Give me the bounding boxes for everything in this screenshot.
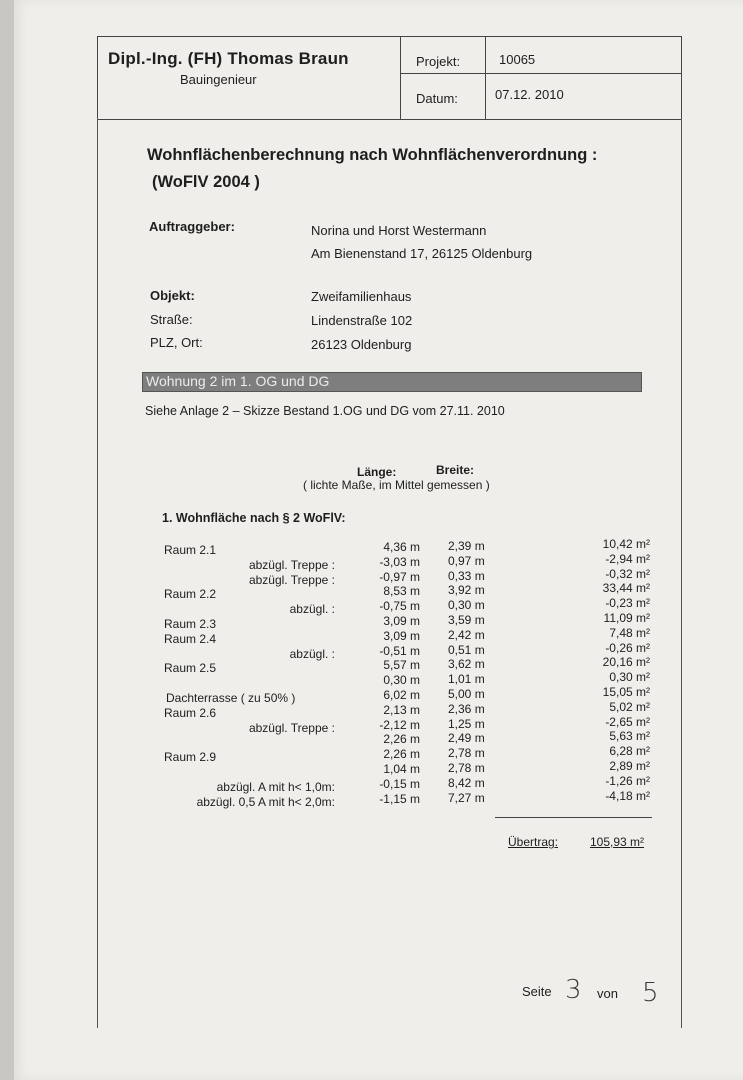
object-value: Zweifamilienhaus — [311, 289, 412, 304]
row-area: -4,18 m² — [605, 789, 650, 803]
page-label: Seite — [522, 984, 552, 999]
project-number: 10065 — [499, 52, 536, 67]
row-area: 33,44 m² — [602, 581, 650, 595]
row-width: 0,97 m — [448, 554, 485, 568]
row-label: Raum 2.6 — [164, 706, 217, 720]
project-label: Projekt: — [416, 54, 461, 69]
page-total-handwritten: 5 — [642, 978, 659, 1008]
date-label: Datum: — [416, 91, 458, 106]
client-name: Norina und Horst Westermann — [311, 223, 487, 238]
row-label: Raum 2.1 — [164, 543, 217, 557]
row-length: 5,57 m — [383, 658, 420, 672]
row-deduction-label: abzügl. Treppe : — [248, 721, 335, 735]
street-value: Lindenstraße 102 — [311, 313, 413, 328]
row-width: 0,33 m — [448, 569, 485, 583]
row-label: Dachterrasse ( zu 50% ) — [166, 691, 296, 705]
row-width: 2,39 m — [448, 539, 485, 553]
row-length: 8,53 m — [383, 584, 420, 598]
section-header-bar — [142, 372, 642, 392]
page-of-label: von — [597, 986, 618, 1001]
row-width: 0,30 m — [448, 598, 485, 612]
row-length: -0,75 m — [379, 599, 420, 613]
row-area: 5,63 m² — [609, 729, 650, 743]
object-label: Objekt: — [150, 288, 195, 303]
row-width: 2,36 m — [448, 702, 485, 716]
row-width: 2,78 m — [448, 761, 485, 775]
row-area: -2,94 m² — [605, 552, 650, 566]
column-note: ( lichte Maße, im Mittel gemessen ) — [303, 478, 490, 492]
row-area: -0,26 m² — [605, 641, 650, 655]
row-label: Raum 2.9 — [164, 750, 217, 764]
row-length: 4,36 m — [383, 540, 420, 554]
row-width: 3,59 m — [448, 613, 485, 627]
row-label: Raum 2.2 — [164, 587, 217, 601]
row-area: 15,05 m² — [602, 685, 650, 699]
row-width: 7,27 m — [448, 791, 485, 805]
row-area: 11,09 m² — [603, 611, 650, 625]
city-value: 26123 Oldenburg — [311, 337, 412, 352]
subsection-heading: 1. Wohnfläche nach § 2 WoFlV: — [162, 511, 346, 525]
row-length: -2,12 m — [379, 718, 420, 732]
row-length: 0,30 m — [383, 673, 420, 687]
section-title: Wohnung 2 im 1. OG und DG — [146, 373, 330, 389]
row-deduction-label: abzügl. : — [289, 602, 335, 616]
document-title: Wohnflächenberechnung nach Wohnflächenverordnung : — [147, 146, 598, 164]
row-width: 2,49 m — [448, 731, 485, 745]
row-width: 3,62 m — [448, 657, 485, 671]
row-length: 2,26 m — [383, 747, 420, 761]
row-deduction-label: abzügl. Treppe : — [248, 573, 335, 587]
row-area: -0,23 m² — [605, 596, 650, 610]
carryover-value: 105,93 m² — [590, 835, 645, 849]
row-deduction-label: abzügl. 0,5 A mit h< 2,0m: — [196, 795, 335, 809]
row-length: -0,97 m — [379, 570, 420, 584]
row-width: 2,42 m — [448, 628, 485, 642]
column-width-header: Breite: — [436, 463, 475, 477]
row-area: 0,30 m² — [609, 670, 650, 684]
street-label: Straße: — [150, 312, 193, 327]
document-page — [14, 0, 743, 1080]
date-value: 07.12. 2010 — [495, 87, 564, 102]
engineer-name: Dipl.-Ing. (FH) Thomas Braun — [108, 49, 349, 68]
row-area: 2,89 m² — [609, 759, 650, 773]
row-area: 6,28 m² — [609, 744, 650, 758]
letterhead-box — [97, 36, 682, 120]
row-deduction-label: abzügl. : — [289, 647, 335, 661]
row-label: Raum 2.4 — [164, 632, 217, 646]
row-width: 1,25 m — [448, 717, 485, 731]
row-width: 8,42 m — [448, 776, 485, 790]
row-length: 3,09 m — [383, 629, 420, 643]
row-width: 1,01 m — [448, 672, 485, 686]
row-deduction-label: abzügl. A mit h< 1,0m: — [216, 780, 335, 794]
row-area: -2,65 m² — [605, 715, 650, 729]
client-label: Auftraggeber: — [149, 219, 235, 234]
row-length: 1,04 m — [383, 762, 420, 776]
row-length: -0,15 m — [379, 777, 420, 791]
row-length: -1,15 m — [379, 792, 420, 806]
carryover-label: Übertrag: — [508, 835, 559, 849]
page-number-handwritten: 3 — [565, 975, 582, 1005]
row-area: 20,16 m² — [602, 655, 650, 669]
row-deduction-label: abzügl. Treppe : — [248, 558, 335, 572]
row-area: -0,32 m² — [605, 567, 650, 581]
row-width: 5,00 m — [448, 687, 485, 701]
section-reference: Siehe Anlage 2 – Skizze Bestand 1.OG und DG vom 27.11. 2010 — [145, 404, 505, 418]
row-area: 10,42 m² — [602, 537, 650, 551]
row-label: Raum 2.5 — [164, 661, 217, 675]
client-address: Am Bienenstand 17, 26125 Oldenburg — [311, 246, 533, 261]
row-width: 2,78 m — [448, 746, 485, 760]
column-length-header: Länge: — [357, 465, 397, 479]
row-length: 3,09 m — [383, 614, 420, 628]
city-label: PLZ, Ort: — [150, 335, 203, 350]
row-area: 7,48 m² — [609, 626, 650, 640]
row-area: -1,26 m² — [605, 774, 650, 788]
row-label: Raum 2.3 — [164, 617, 217, 631]
row-length: 2,26 m — [383, 732, 420, 746]
row-length: 6,02 m — [383, 688, 420, 702]
engineer-profession: Bauingenieur — [180, 72, 257, 87]
document-title-regulation: (WoFlV 2004 ) — [152, 173, 260, 191]
row-width: 0,51 m — [448, 643, 485, 657]
row-width: 3,92 m — [448, 583, 485, 597]
row-length: 2,13 m — [383, 703, 420, 717]
total-rule — [495, 817, 652, 818]
row-length: -0,51 m — [379, 644, 420, 658]
row-length: -3,03 m — [379, 555, 420, 569]
row-area: 5,02 m² — [609, 700, 650, 714]
